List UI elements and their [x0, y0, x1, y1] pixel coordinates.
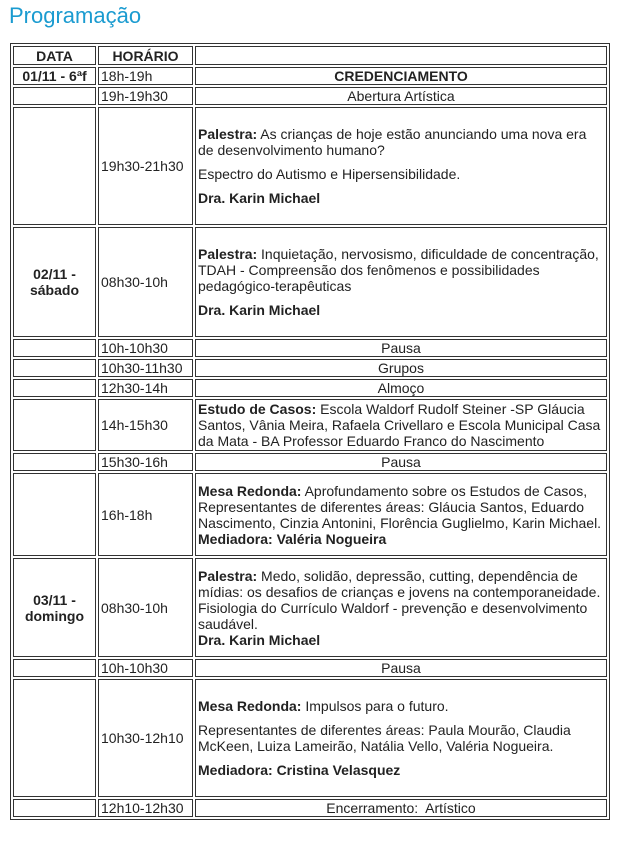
date-cell [13, 379, 96, 397]
date-cell [13, 399, 96, 451]
activity-cell [195, 227, 607, 337]
session-text: Aprofundamento sobre os Estudos de Casos, Representantes de diferentes áreas: Gláucia Santos, Eduardo Nascimento, Cinzia Antonini, Florência Guglielmo, Karin Michael. [198, 482, 602, 531]
session-label: Estudo de Casos: [198, 401, 317, 417]
table-row [13, 227, 607, 337]
activity-cell [195, 399, 607, 451]
activity-cell [195, 473, 607, 556]
weekday-line: domingo [24, 607, 85, 624]
table-row [13, 87, 607, 105]
table-row [13, 107, 607, 225]
date-cell [13, 473, 96, 556]
time-cell: 15h30-16h [98, 453, 193, 471]
header-date: DATA [13, 46, 96, 65]
session-text: Medo, solidão, depressão, cutting, dependência de mídias: os desafios de crianças e jovens na contemporaneidade. [198, 567, 601, 600]
time-cell: 16h-18h [98, 473, 193, 556]
time-cell: 18h-19h [98, 67, 193, 85]
activity-cell [195, 107, 607, 225]
session-label: Mesa Redonda: [198, 482, 302, 499]
table-row [13, 453, 607, 471]
date-cell [13, 453, 96, 471]
time-cell: 08h30-10h [98, 558, 193, 657]
activity-cell: Abertura Artística [195, 87, 607, 105]
weekday-line: sábado [29, 282, 79, 298]
session-label: Palestra: [198, 126, 258, 142]
schedule-table [10, 43, 610, 820]
time-cell: 10h-10h30 [98, 659, 193, 677]
time-cell: 19h30-21h30 [98, 107, 193, 225]
time-cell: 10h30-11h30 [98, 359, 193, 377]
table-row [13, 399, 607, 451]
time-cell: 12h30-14h [98, 379, 193, 397]
date-cell [13, 799, 96, 817]
speaker-name: Dra. Karin Michael [198, 631, 321, 648]
table-row [13, 799, 607, 817]
activity-cell: Pausa [195, 339, 607, 357]
table-row [13, 473, 607, 556]
date-cell [13, 659, 96, 677]
activity-cell [195, 558, 607, 657]
session-text: As crianças de hoje estão anunciando uma nova era de desenvolvimento humano? [198, 126, 587, 158]
activity-cell: CREDENCIAMENTO [195, 67, 607, 85]
date-cell [13, 679, 96, 797]
table-row [13, 558, 607, 657]
table-row [13, 359, 607, 377]
session-label: Palestra: [198, 567, 258, 584]
session-subtitle: Representantes de diferentes áreas: Paula Mourão, Claudia McKeen, Luiza Lameirão, Natália Vello, Valéria Nogueira. [198, 722, 571, 754]
date-cell [13, 339, 96, 357]
activity-cell: Pausa [195, 453, 607, 471]
date-cell [13, 107, 96, 225]
header-time: HORÁRIO [98, 46, 193, 65]
table-row [13, 679, 607, 797]
mediator-name: Mediadora: Cristina Velasquez [198, 762, 401, 778]
date-cell [13, 87, 96, 105]
date-line: 02/11 - [33, 266, 76, 282]
time-cell: 10h-10h30 [98, 339, 193, 357]
activity-cell: Pausa [195, 659, 607, 677]
activity-cell: Almoço [195, 379, 607, 397]
table-header-row [13, 46, 607, 65]
session-label: Palestra: [198, 246, 258, 262]
activity-cell [195, 679, 607, 797]
table-row [13, 659, 607, 677]
date-line: 03/11 - [33, 591, 76, 608]
time-cell: 08h30-10h [98, 227, 193, 337]
table-row [13, 339, 607, 357]
session-text: Impulsos para o futuro. [301, 698, 449, 714]
session-subtitle: Fisiologia do Currículo Waldorf - prevenção e desenvolvimento saudável. [198, 599, 588, 632]
speaker-name: Dra. Karin Michael [198, 190, 321, 206]
activity-cell: Encerramento: Artístico [195, 799, 607, 817]
table-row [13, 67, 607, 85]
date-cell [13, 227, 96, 337]
date-cell: 01/11 - 6ªf [13, 67, 96, 85]
mediator-name: Mediadora: Valéria Nogueira [198, 530, 387, 547]
table-row [13, 379, 607, 397]
session-subtitle: Espectro do Autismo e Hipersensibilidade. [198, 166, 461, 182]
time-cell: 19h-19h30 [98, 87, 193, 105]
page-title: Programação [9, 3, 142, 28]
session-text: Escola Waldorf Rudolf Steiner -SP Gláucia Santos, Vânia Meira, Rafaela Crivellaro e Escola Municipal Casa da Mata - BA Professor Eduardo Franco do Nascimento [198, 401, 601, 449]
date-cell [13, 558, 96, 657]
time-cell: 10h30-12h10 [98, 679, 193, 797]
date-cell [13, 359, 96, 377]
activity-cell: Grupos [195, 359, 607, 377]
speaker-name: Dra. Karin Michael [198, 302, 321, 318]
session-label: Mesa Redonda: [198, 698, 302, 714]
session-text: Inquietação, nervosismo, dificuldade de concentração, TDAH - Compreensão dos fenômenos e possibilidades pedagógico-terapêuticas [198, 246, 599, 294]
header-activity [195, 46, 607, 65]
time-cell: 12h10-12h30 [98, 799, 193, 817]
time-cell: 14h-15h30 [98, 399, 193, 451]
